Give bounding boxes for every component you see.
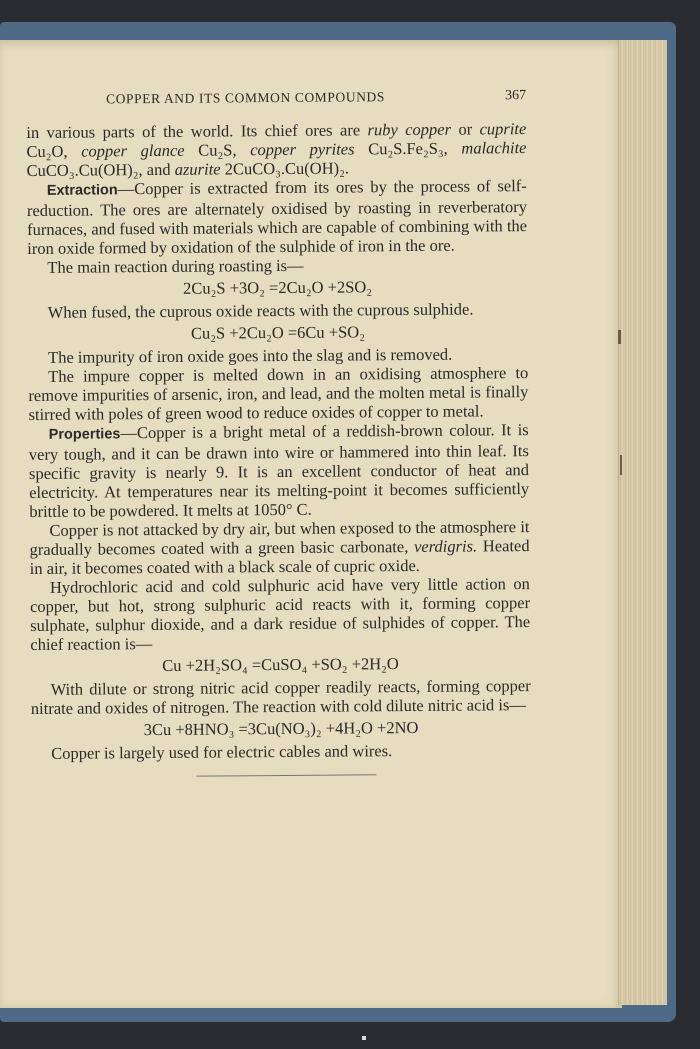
page-edges <box>618 40 667 1005</box>
paragraph-properties: Properties—Copper is a bright metal of a reddish-brown colour. It is very tough, and it can be drawn into wire or hammered into thin leaf. Its specific gravity is nearly 9. It is an excellent conductor of heat and electricity. At temperatures near its melting-point it becomes sufficiently brittle to be powdered. It melts at 1050° C. <box>28 420 530 521</box>
paragraph-extraction: Extraction—Copper is extracted from its ores by the process of self-reduction. The ores are alternately oxidised by roasting in reverberatory furnaces, and fused with materials which are capable of combining with the iron oxide formed by oxidation of the sulphide of iron in the ore. <box>26 176 528 258</box>
heading-extraction: Extraction <box>46 182 118 199</box>
paragraph-slag: The impurity of iron oxide goes into the slag and is removed. <box>48 344 453 367</box>
term-ruby-copper: ruby copper <box>367 119 452 140</box>
paragraph-roast-intro: The main reaction during roasting is— <box>47 255 304 277</box>
heading-properties: Properties <box>48 426 121 443</box>
page-blemish <box>618 330 621 344</box>
page-content <box>26 86 531 778</box>
term-copper-glance: copper glance <box>81 140 185 161</box>
paragraph-hydrochloric: Hydrochloric acid and cold sulphuric acid have very little action on copper, but hot, strong sulphuric acid reacts with it, forming copper sulphate, sulphur dioxide, and a dark residue of sulphides of copper. The chief reaction is— <box>29 574 531 654</box>
running-head <box>26 86 526 109</box>
paragraph-uses: Copper is largely used for electric cables and wires. <box>51 741 393 763</box>
paragraph-impure-copper: The impure copper is melted down in an oxidising atmosphere to remove impurities of arsenic, iron, and lead, and the molten metal is finally stirred with poles of green wood to reduce oxides of copper to metal. <box>28 363 529 424</box>
equation-roasting: 2Cu₂S +3O₂ =2Cu₂O +2SO₂ <box>183 277 373 298</box>
equation-fusion: Cu₂S +2Cu₂O =6Cu +SO₂ <box>190 322 365 343</box>
page-blemish <box>620 455 622 475</box>
term-malachite: malachite <box>461 138 527 158</box>
term-copper-pyrites: copper pyrites <box>250 139 355 160</box>
page-blemish <box>362 1036 366 1040</box>
paragraph-dry-air: Copper is not attacked by dry air, but when exposed to the atmosphere it gradually becomes coated with a green basic carbonate, verdigris. Heated in air, it becomes coated with a black scale of cupric oxide. <box>29 517 530 578</box>
term-azurite: azurite <box>174 159 221 179</box>
page-header-title: COPPER AND ITS COMMON COMPOUNDS <box>106 89 386 107</box>
page-number: 367 <box>505 88 527 104</box>
equation-sulphuric: Cu +2H₂SO₄ =CuSO₄ +SO₂ +2H₂O <box>162 654 399 675</box>
equation-nitric: 3Cu +8HNO₃ =3Cu(NO₃)₂ +4H₂O +2NO <box>143 717 419 740</box>
paragraph-fused: When fused, the cuprous oxide reacts with the cuprous sulphide. <box>47 299 474 322</box>
paragraph-ores: in various parts of the world. Its chief ores are ruby copper or cuprite Cu₂O, copper glance Cu₂S, copper pyrites Cu₂S.Fe₂S₃, malachite CuCO₃.Cu(OH)₂, and azurite 2CuCO₃.Cu(OH)₂. <box>26 119 527 180</box>
paragraph-nitric: With dilute or strong nitric acid copper readily reacts, forming copper nitrate and oxides of nitrogen. The reaction with cold dilute nitric acid is— <box>30 676 531 718</box>
term-cuprite: cuprite <box>479 119 527 139</box>
term-verdigris: verdigris. <box>413 536 478 556</box>
